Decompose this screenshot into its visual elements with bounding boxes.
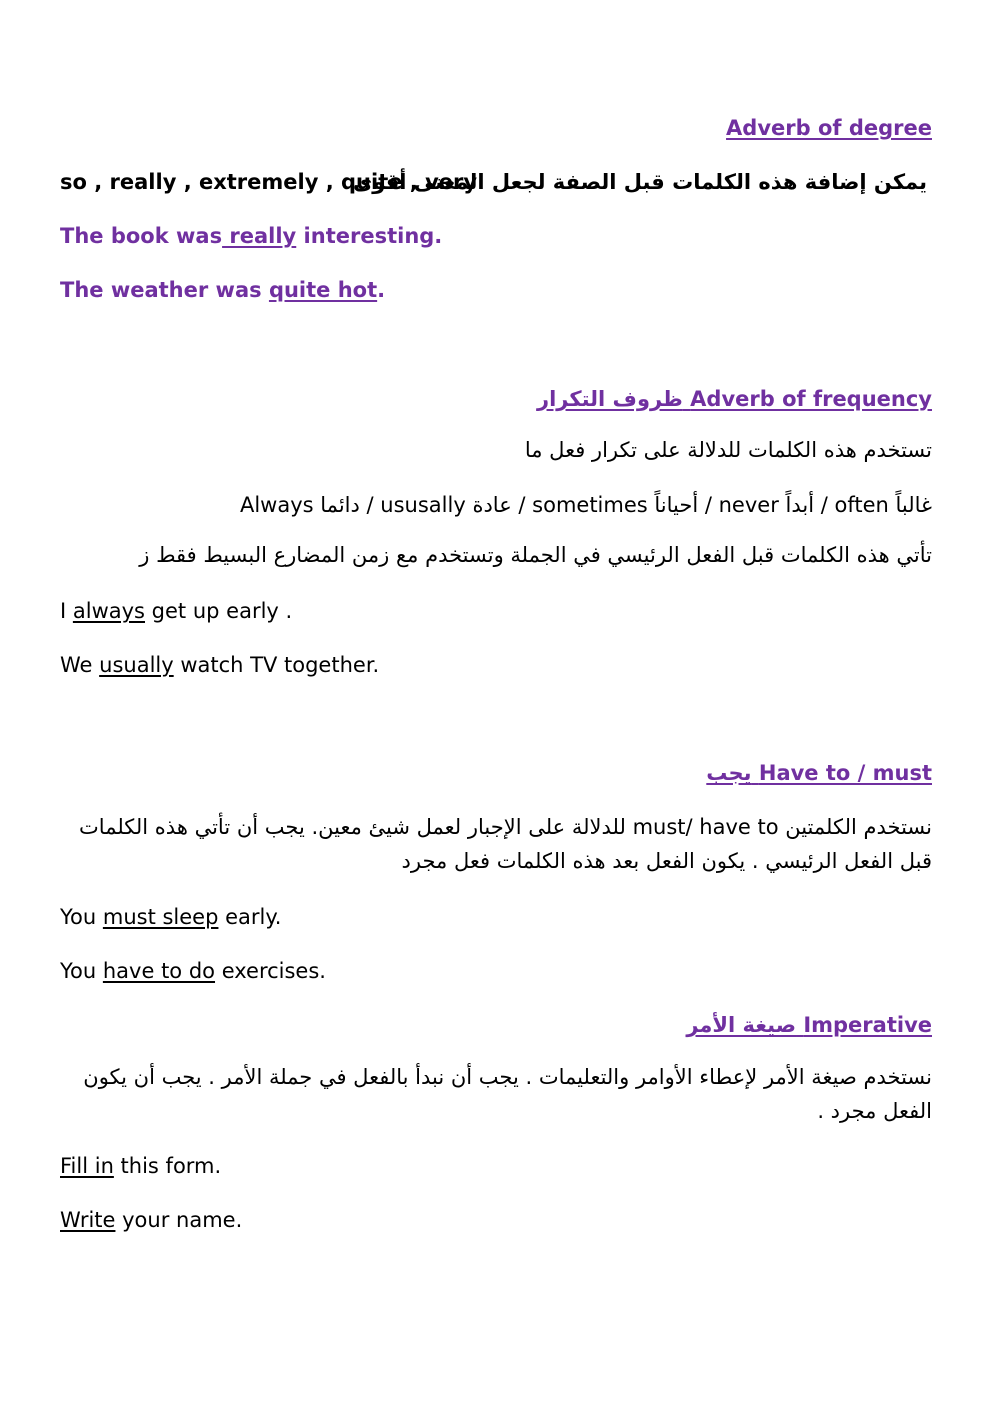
frequency-example-2: We usually watch TV together. (60, 653, 380, 677)
frequency-description: تستخدم هذه الكلمات للدلالة على تكرار فعل ما (524, 438, 932, 462)
must-heading: يجب Have to / must (706, 761, 932, 785)
degree-intro-words: so , really , extremely , quite , very (60, 170, 478, 194)
frequency-usage-note: تأتي هذه الكلمات قبل الفعل الرئيسي في الجملة وتستخدم مع زمن المضارع البسيط فقط ز (139, 543, 932, 567)
frequency-example-1: I always get up early . (60, 599, 293, 623)
must-example-1: You must sleep early. (60, 905, 282, 929)
degree-intro-arabic: يمكن إضافة هذه الكلمات قبل الصفة لجعل المعنى أقوى (353, 170, 927, 194)
degree-heading: Adverb of degree (726, 116, 932, 140)
imperative-description: نستخدم صيغة الأمر لإعطاء الأوامر والتعليمات . يجب أن نبدأ بالفعل في جملة الأمر . يجب أن يكون الفعل مجرد . (83, 1065, 932, 1123)
must-example-2: You have to do exercises. (60, 959, 326, 983)
degree-example-2: The weather was quite hot. (60, 278, 386, 302)
imperative-example-2: Write your name. (60, 1208, 243, 1232)
degree-intro (60, 167, 932, 197)
imperative-example-1: Fill in this form. (60, 1154, 222, 1178)
must-description: نستخدم الكلمتين must/ have to للدلالة على الإجبار لعمل شيئ معين. يجب أن تأتي هذه الكلمات قبل الفعل الرئيسي . يكون الفعل بعد هذه الكلمات فعل مجرد (79, 815, 932, 873)
degree-example-1: The book was really interesting. (60, 224, 443, 248)
imperative-heading: صيغة الأمر Imperative (686, 1013, 932, 1037)
frequency-heading: ظروف التكرار Adverb of frequency (537, 387, 932, 411)
frequency-word-list: Always دائما / ususally عادة / sometimes أحياناً / never أبداً / often غالباً (239, 493, 932, 517)
